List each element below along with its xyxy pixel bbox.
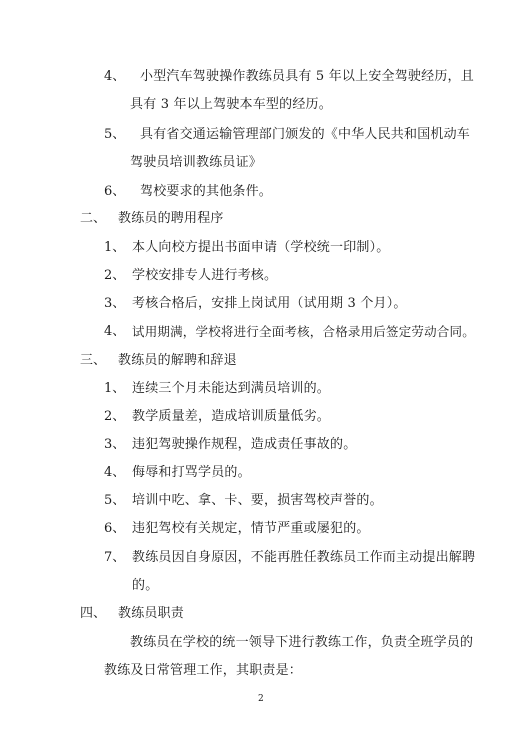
item-text: 教学质量差，造成培训质量低劣。 [132, 409, 331, 424]
paragraph-line: 教练员在学校的统一领导下进行教练工作，负责全班学员的 [130, 635, 474, 650]
item-text: 违犯驾校有关规定，情节严重或屡犯的。 [132, 521, 370, 536]
item-number: 2、 [104, 268, 126, 283]
item-text: 本人向校方提出书面申请（学校统一印制）。 [132, 240, 390, 255]
item-number: 3、 [104, 296, 126, 311]
item-number: 4、 [104, 465, 126, 480]
section-number: 四、 [80, 606, 107, 621]
section-title: 教练员的解聘和辞退 [118, 353, 237, 368]
item-text: 违犯驾驶操作规程，造成责任事故的。 [132, 437, 357, 452]
item-number: 5、 [104, 493, 126, 508]
section-number: 二、 [80, 211, 107, 226]
item-text: 考核合格后，安排上岗试用（试用期 3 个月）。 [132, 296, 407, 311]
item-number: 3、 [104, 437, 126, 452]
item-text: 具有省交通运输管理部门颁发的《中华人民共和国机动车 [140, 127, 471, 142]
item-text: 教练员因自身原因，不能再胜任教练员工作而主动提出解聘 [132, 550, 476, 565]
item-text: 侮辱和打骂学员的。 [132, 465, 251, 480]
item-number: 4、 [104, 324, 126, 339]
paragraph-line: 教练及日常管理工作，其职责是： [104, 663, 303, 678]
item-text: 的。 [132, 578, 159, 593]
item-text: 驾校要求的其他条件。 [140, 184, 273, 199]
item-number: 5、 [104, 127, 126, 142]
item-text: 连续三个月未能达到满员培训的。 [132, 381, 331, 396]
item-text: 小型汽车驾驶操作教练员具有 5 年以上安全驾驶经历，且 [140, 69, 474, 84]
section-number: 三、 [80, 353, 107, 368]
page-number: 2 [258, 694, 264, 704]
item-text: 培训中吃、拿、卡、要，损害驾校声誉的。 [132, 493, 383, 508]
item-number: 4、 [104, 69, 126, 84]
item-number: 7、 [104, 550, 126, 565]
item-number: 2、 [104, 409, 126, 424]
section-title: 教练员的聘用程序 [118, 211, 224, 226]
item-number: 6、 [104, 521, 126, 536]
item-number: 6、 [104, 184, 126, 199]
item-number: 1、 [104, 240, 126, 255]
item-number: 1、 [104, 381, 126, 396]
section-title: 教练员职责 [118, 606, 185, 621]
item-text: 具有 3 年以上驾驶本车型的经历。 [130, 97, 332, 112]
item-text: 学校安排专人进行考核。 [132, 268, 278, 283]
item-text: 驾驶员培训教练员证》 [130, 155, 263, 170]
item-text: 试用期满，学校将进行全面考核，合格录用后签定劳动合同。 [132, 324, 475, 339]
